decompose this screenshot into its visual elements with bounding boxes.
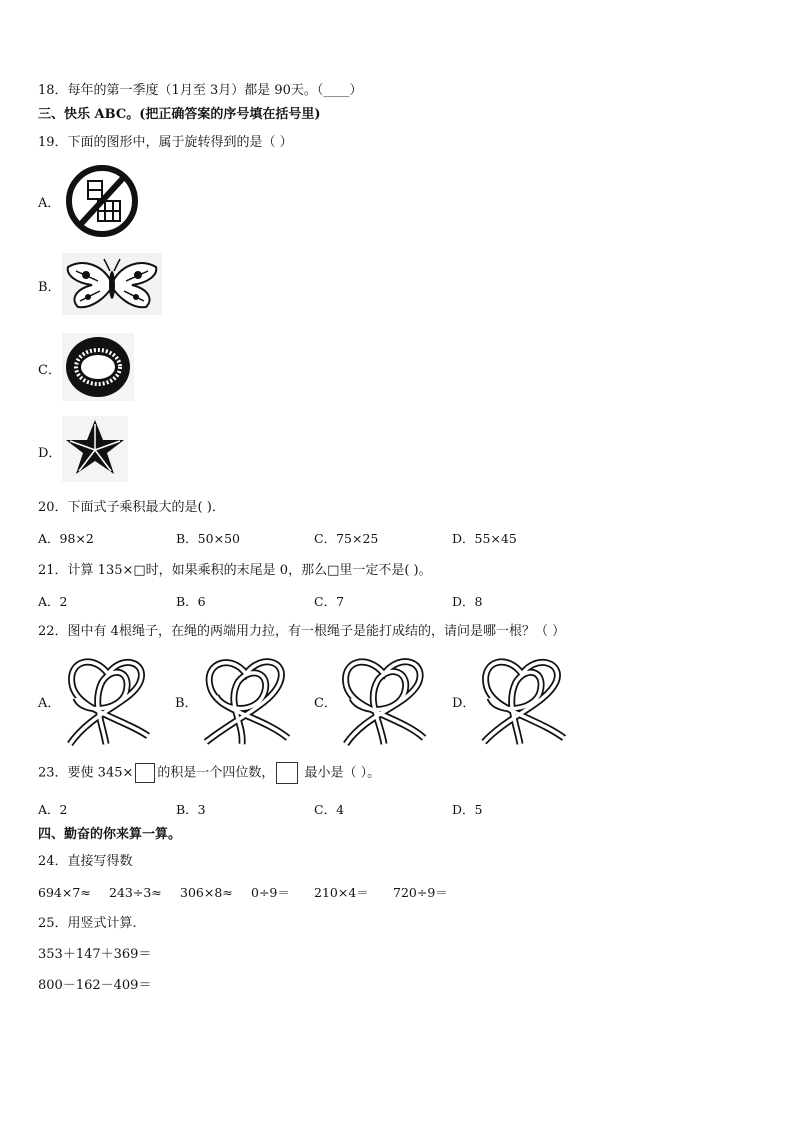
calc-item: 210×4＝ — [314, 885, 369, 900]
rope-knot-icon — [200, 652, 294, 746]
question-22: 22．图中有 4根绳子，在绳的两端用力拉，有一根绳子是能打成结的，请问是哪一根？（ ） — [38, 624, 566, 639]
q22-option-a-label: A． — [38, 696, 61, 711]
question-24: 24．直接写得数 — [38, 854, 133, 869]
calc-item: 0÷9＝ — [251, 885, 290, 900]
section-4-title: 四、勤奋的你来算一算。 — [38, 827, 182, 842]
q23-option-d[interactable]: D．5 — [452, 802, 483, 817]
question-23 — [38, 762, 380, 784]
answer-box[interactable] — [135, 763, 155, 783]
q23-option-b[interactable]: B．3 — [176, 802, 206, 817]
rope-knot-icon — [476, 652, 570, 746]
q23-text-c: 最小是（ ）。 — [300, 765, 381, 781]
q20-option-a[interactable]: A．98×2 — [38, 531, 94, 546]
calc-item: 353＋147＋369＝ — [38, 947, 152, 962]
gear-ring-icon — [62, 333, 134, 401]
q21-option-b[interactable]: B．6 — [176, 594, 206, 609]
no-sign-icon — [62, 163, 142, 239]
butterfly-icon — [62, 253, 162, 315]
calc-item: 800－162－409＝ — [38, 978, 152, 993]
question-21: 21．计算 135×□时，如果乘积的末尾是 0，那么□里一定不是( )。 — [38, 563, 432, 578]
question-18: 18．每年的第一季度（1月至 3月）都是 90天。（____） — [38, 83, 363, 98]
calc-item: 694×7≈ — [38, 885, 91, 900]
answer-box[interactable] — [276, 762, 298, 784]
q23-option-a[interactable]: A．2 — [38, 802, 68, 817]
q22-option-d-label: D． — [452, 696, 476, 711]
q21-option-a[interactable]: A．2 — [38, 594, 68, 609]
q23-text-b: 的积是一个四位数， — [157, 765, 275, 781]
q22-option-c-label: C． — [314, 696, 337, 711]
calc-item: 306×8≈ — [180, 885, 233, 900]
q21-option-d[interactable]: D．8 — [452, 594, 483, 609]
q19-option-d-label: D． — [38, 446, 62, 461]
q19-option-a-label: A． — [38, 196, 61, 211]
q23-option-c[interactable]: C．4 — [314, 802, 345, 817]
calc-item: 720÷9＝ — [393, 885, 448, 900]
star-icon — [62, 416, 128, 482]
rope-knot-icon — [62, 652, 156, 746]
q20-option-c[interactable]: C．75×25 — [314, 531, 379, 546]
q21-option-c[interactable]: C．7 — [314, 594, 345, 609]
q19-option-c-label: C． — [38, 363, 61, 378]
rope-knot-icon — [338, 652, 432, 746]
calc-item: 243÷3≈ — [109, 885, 162, 900]
q20-option-b[interactable]: B．50×50 — [176, 531, 240, 546]
q23-text-a: 23．要使 345× — [38, 765, 134, 781]
q20-option-d[interactable]: D．55×45 — [452, 531, 517, 546]
q22-option-b-label: B． — [175, 696, 198, 711]
question-19: 19．下面的图形中，属于旋转得到的是（ ） — [38, 135, 293, 150]
q19-option-b-label: B． — [38, 280, 61, 295]
section-3-title: 三、快乐 ABC。(把正确答案的序号填在括号里) — [38, 107, 321, 122]
question-20: 20．下面式子乘积最大的是( )． — [38, 500, 225, 515]
question-25: 25．用竖式计算. — [38, 916, 137, 931]
